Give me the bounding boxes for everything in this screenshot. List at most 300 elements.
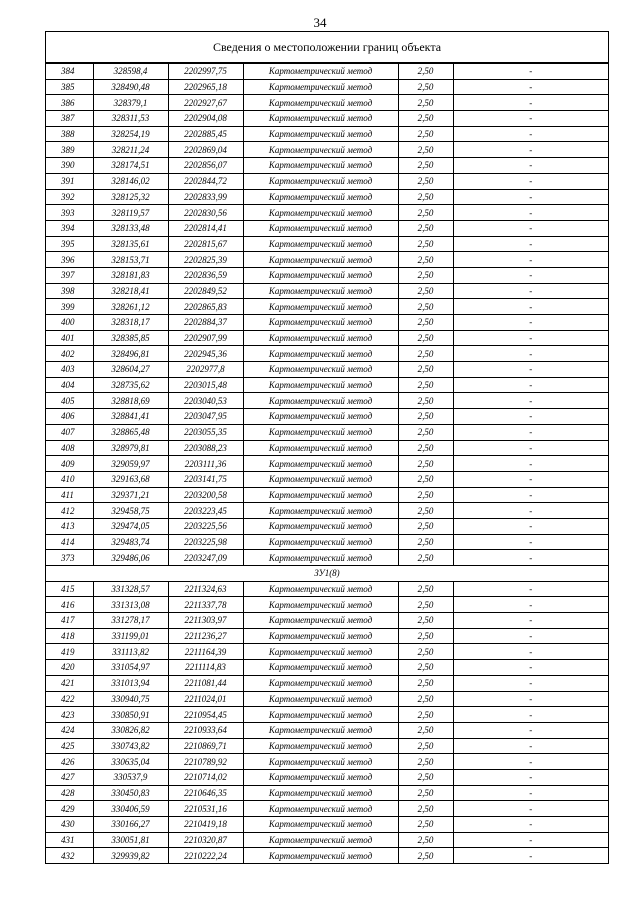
description-cell: - (453, 597, 608, 613)
x-coordinate-cell: 331199,01 (93, 628, 168, 644)
accuracy-cell: 2,50 (398, 518, 453, 534)
point-number-cell: 430 (46, 817, 93, 833)
table-row (46, 817, 608, 833)
description-cell: - (453, 503, 608, 519)
y-coordinate-cell: 2202814,41 (168, 220, 243, 236)
method-cell: Картометрический метод (243, 597, 398, 613)
table-row (46, 346, 608, 362)
accuracy-cell: 2,50 (398, 628, 453, 644)
description-cell: - (453, 660, 608, 676)
method-cell: Картометрический метод (243, 801, 398, 817)
table-row (46, 330, 608, 346)
x-coordinate-cell: 328135,61 (93, 236, 168, 252)
accuracy-cell: 2,50 (398, 424, 453, 440)
description-cell: - (453, 848, 608, 864)
accuracy-cell: 2,50 (398, 785, 453, 801)
method-cell: Картометрический метод (243, 534, 398, 550)
x-coordinate-cell: 328598,4 (93, 64, 168, 80)
method-cell: Картометрический метод (243, 754, 398, 770)
accuracy-cell: 2,50 (398, 644, 453, 660)
y-coordinate-cell: 2210869,71 (168, 738, 243, 754)
accuracy-cell: 2,50 (398, 393, 453, 409)
method-cell: Картометрический метод (243, 158, 398, 174)
description-cell: - (453, 581, 608, 597)
y-coordinate-cell: 2202945,36 (168, 346, 243, 362)
method-cell: Картометрический метод (243, 267, 398, 283)
method-cell: Картометрический метод (243, 785, 398, 801)
y-coordinate-cell: 2203247,09 (168, 550, 243, 566)
description-cell: - (453, 456, 608, 472)
point-number-cell: 405 (46, 393, 93, 409)
method-cell: Картометрический метод (243, 393, 398, 409)
point-number-cell: 400 (46, 315, 93, 331)
method-cell: Картометрический метод (243, 628, 398, 644)
accuracy-cell: 2,50 (398, 330, 453, 346)
y-coordinate-cell: 2203040,53 (168, 393, 243, 409)
point-number-cell: 427 (46, 769, 93, 785)
y-coordinate-cell: 2202965,18 (168, 79, 243, 95)
table-row (46, 142, 608, 158)
accuracy-cell: 2,50 (398, 832, 453, 848)
table-row (46, 111, 608, 127)
table-title: Сведения о местоположении границ объекта (46, 32, 608, 63)
method-cell: Картометрический метод (243, 660, 398, 676)
accuracy-cell: 2,50 (398, 675, 453, 691)
description-cell: - (453, 817, 608, 833)
x-coordinate-cell: 329474,05 (93, 518, 168, 534)
method-cell: Картометрический метод (243, 220, 398, 236)
point-number-cell: 390 (46, 158, 93, 174)
accuracy-cell: 2,50 (398, 236, 453, 252)
point-number-cell: 425 (46, 738, 93, 754)
point-number-cell: 373 (46, 550, 93, 566)
point-number-cell: 406 (46, 409, 93, 425)
point-number-cell: 397 (46, 267, 93, 283)
point-number-cell: 412 (46, 503, 93, 519)
y-coordinate-cell: 2210222,24 (168, 848, 243, 864)
table-row (46, 79, 608, 95)
accuracy-cell: 2,50 (398, 283, 453, 299)
y-coordinate-cell: 2202833,99 (168, 189, 243, 205)
description-cell: - (453, 142, 608, 158)
table-row (46, 675, 608, 691)
y-coordinate-cell: 2211337,78 (168, 597, 243, 613)
table-row (46, 581, 608, 597)
point-number-cell: 426 (46, 754, 93, 770)
accuracy-cell: 2,50 (398, 142, 453, 158)
page-number: 34 (313, 15, 327, 30)
accuracy-cell: 2,50 (398, 738, 453, 754)
x-coordinate-cell: 328979,81 (93, 440, 168, 456)
description-cell: - (453, 691, 608, 707)
y-coordinate-cell: 2203200,58 (168, 487, 243, 503)
y-coordinate-cell: 2202815,67 (168, 236, 243, 252)
method-cell: Картометрический метод (243, 142, 398, 158)
method-cell: Картометрический метод (243, 424, 398, 440)
point-number-cell: 387 (46, 111, 93, 127)
point-number-cell: 418 (46, 628, 93, 644)
method-cell: Картометрический метод (243, 64, 398, 80)
table-row (46, 769, 608, 785)
method-cell: Картометрический метод (243, 487, 398, 503)
table-row (46, 205, 608, 221)
table-row (46, 754, 608, 770)
x-coordinate-cell: 330166,27 (93, 817, 168, 833)
x-coordinate-cell: 330850,91 (93, 707, 168, 723)
description-cell: - (453, 707, 608, 723)
point-number-cell: 389 (46, 142, 93, 158)
point-number-cell: 417 (46, 613, 93, 629)
description-cell: - (453, 518, 608, 534)
accuracy-cell: 2,50 (398, 111, 453, 127)
method-cell: Картометрический метод (243, 315, 398, 331)
accuracy-cell: 2,50 (398, 597, 453, 613)
y-coordinate-cell: 2211081,44 (168, 675, 243, 691)
description-cell: - (453, 173, 608, 189)
x-coordinate-cell: 328181,83 (93, 267, 168, 283)
accuracy-cell: 2,50 (398, 471, 453, 487)
description-cell: - (453, 220, 608, 236)
method-cell: Картометрический метод (243, 613, 398, 629)
x-coordinate-cell: 328311,53 (93, 111, 168, 127)
table-row (46, 832, 608, 848)
method-cell: Картометрический метод (243, 440, 398, 456)
accuracy-cell: 2,50 (398, 456, 453, 472)
point-number-cell: 395 (46, 236, 93, 252)
accuracy-cell: 2,50 (398, 503, 453, 519)
point-number-cell: 423 (46, 707, 93, 723)
y-coordinate-cell: 2210531,16 (168, 801, 243, 817)
table-row (46, 613, 608, 629)
table-row (46, 173, 608, 189)
method-cell: Картометрический метод (243, 236, 398, 252)
x-coordinate-cell: 328153,71 (93, 252, 168, 268)
x-coordinate-cell: 328146,02 (93, 173, 168, 189)
method-cell: Картометрический метод (243, 738, 398, 754)
x-coordinate-cell: 328318,17 (93, 315, 168, 331)
description-cell: - (453, 832, 608, 848)
method-cell: Картометрический метод (243, 691, 398, 707)
x-coordinate-cell: 329458,75 (93, 503, 168, 519)
accuracy-cell: 2,50 (398, 220, 453, 236)
description-cell: - (453, 205, 608, 221)
table-row (46, 707, 608, 723)
x-coordinate-cell: 328174,51 (93, 158, 168, 174)
description-cell: - (453, 628, 608, 644)
description-cell: - (453, 754, 608, 770)
point-number-cell: 388 (46, 126, 93, 142)
description-cell: - (453, 393, 608, 409)
y-coordinate-cell: 2203225,56 (168, 518, 243, 534)
x-coordinate-cell: 329163,68 (93, 471, 168, 487)
description-cell: - (453, 738, 608, 754)
description-cell: - (453, 550, 608, 566)
method-cell: Картометрический метод (243, 299, 398, 315)
table-row (46, 252, 608, 268)
accuracy-cell: 2,50 (398, 660, 453, 676)
accuracy-cell: 2,50 (398, 173, 453, 189)
description-cell: - (453, 158, 608, 174)
table-row (46, 518, 608, 534)
x-coordinate-cell: 331278,17 (93, 613, 168, 629)
method-cell: Картометрический метод (243, 205, 398, 221)
x-coordinate-cell: 328604,27 (93, 362, 168, 378)
y-coordinate-cell: 2211324,63 (168, 581, 243, 597)
description-cell: - (453, 315, 608, 331)
accuracy-cell: 2,50 (398, 362, 453, 378)
method-cell: Картометрический метод (243, 832, 398, 848)
x-coordinate-cell: 331328,57 (93, 581, 168, 597)
description-cell: - (453, 267, 608, 283)
accuracy-cell: 2,50 (398, 95, 453, 111)
description-cell: - (453, 613, 608, 629)
description-cell: - (453, 785, 608, 801)
table-row (46, 220, 608, 236)
accuracy-cell: 2,50 (398, 817, 453, 833)
description-cell: - (453, 299, 608, 315)
point-number-cell: 428 (46, 785, 93, 801)
method-cell: Картометрический метод (243, 79, 398, 95)
x-coordinate-cell: 328841,41 (93, 409, 168, 425)
point-number-cell: 392 (46, 189, 93, 205)
point-number-cell: 407 (46, 424, 93, 440)
description-cell: - (453, 769, 608, 785)
method-cell: Картометрический метод (243, 377, 398, 393)
method-cell: Картометрический метод (243, 722, 398, 738)
y-coordinate-cell: 2210714,02 (168, 769, 243, 785)
x-coordinate-cell: 331013,94 (93, 675, 168, 691)
y-coordinate-cell: 2202907,99 (168, 330, 243, 346)
x-coordinate-cell: 328385,85 (93, 330, 168, 346)
y-coordinate-cell: 2210789,92 (168, 754, 243, 770)
method-cell: Картометрический метод (243, 581, 398, 597)
method-cell: Картометрический метод (243, 769, 398, 785)
y-coordinate-cell: 2203047,95 (168, 409, 243, 425)
method-cell: Картометрический метод (243, 346, 398, 362)
table-row (46, 393, 608, 409)
accuracy-cell: 2,50 (398, 252, 453, 268)
accuracy-cell: 2,50 (398, 440, 453, 456)
method-cell: Картометрический метод (243, 503, 398, 519)
y-coordinate-cell: 2203088,23 (168, 440, 243, 456)
method-cell: Картометрический метод (243, 126, 398, 142)
description-cell: - (453, 111, 608, 127)
y-coordinate-cell: 2203111,36 (168, 456, 243, 472)
accuracy-cell: 2,50 (398, 769, 453, 785)
method-cell: Картометрический метод (243, 471, 398, 487)
accuracy-cell: 2,50 (398, 126, 453, 142)
point-number-cell: 420 (46, 660, 93, 676)
accuracy-cell: 2,50 (398, 79, 453, 95)
point-number-cell: 394 (46, 220, 93, 236)
point-number-cell: 410 (46, 471, 93, 487)
table-row (46, 409, 608, 425)
accuracy-cell: 2,50 (398, 315, 453, 331)
x-coordinate-cell: 330743,82 (93, 738, 168, 754)
method-cell: Картометрический метод (243, 252, 398, 268)
description-cell: - (453, 409, 608, 425)
method-cell: Картометрический метод (243, 95, 398, 111)
point-number-cell: 401 (46, 330, 93, 346)
y-coordinate-cell: 2210320,87 (168, 832, 243, 848)
y-coordinate-cell: 2202844,72 (168, 173, 243, 189)
point-number-cell: 408 (46, 440, 93, 456)
x-coordinate-cell: 328379,1 (93, 95, 168, 111)
y-coordinate-cell: 2203141,75 (168, 471, 243, 487)
point-number-cell: 414 (46, 534, 93, 550)
y-coordinate-cell: 2202836,59 (168, 267, 243, 283)
method-cell: Картометрический метод (243, 330, 398, 346)
x-coordinate-cell: 329059,97 (93, 456, 168, 472)
accuracy-cell: 2,50 (398, 346, 453, 362)
method-cell: Картометрический метод (243, 189, 398, 205)
description-cell: - (453, 471, 608, 487)
y-coordinate-cell: 2210419,18 (168, 817, 243, 833)
accuracy-cell: 2,50 (398, 707, 453, 723)
x-coordinate-cell: 330826,82 (93, 722, 168, 738)
point-number-cell: 385 (46, 79, 93, 95)
section-header-row (46, 566, 608, 582)
table-row (46, 236, 608, 252)
x-coordinate-cell: 331113,82 (93, 644, 168, 660)
table-row (46, 377, 608, 393)
table-row (46, 534, 608, 550)
description-cell: - (453, 675, 608, 691)
point-number-cell: 411 (46, 487, 93, 503)
accuracy-cell: 2,50 (398, 64, 453, 80)
x-coordinate-cell: 330537,9 (93, 769, 168, 785)
table-row (46, 267, 608, 283)
y-coordinate-cell: 2210933,64 (168, 722, 243, 738)
accuracy-cell: 2,50 (398, 722, 453, 738)
accuracy-cell: 2,50 (398, 267, 453, 283)
table-row (46, 64, 608, 80)
x-coordinate-cell: 328211,24 (93, 142, 168, 158)
table-row (46, 126, 608, 142)
table-row (46, 487, 608, 503)
table-row (46, 848, 608, 864)
y-coordinate-cell: 2202830,56 (168, 205, 243, 221)
table-row (46, 644, 608, 660)
point-number-cell: 422 (46, 691, 93, 707)
method-cell: Картометрический метод (243, 283, 398, 299)
description-cell: - (453, 79, 608, 95)
point-number-cell: 419 (46, 644, 93, 660)
x-coordinate-cell: 328818,69 (93, 393, 168, 409)
method-cell: Картометрический метод (243, 111, 398, 127)
x-coordinate-cell: 330940,75 (93, 691, 168, 707)
accuracy-cell: 2,50 (398, 158, 453, 174)
y-coordinate-cell: 2211164,39 (168, 644, 243, 660)
table-row (46, 597, 608, 613)
section-label: ЗУ1(8) (46, 566, 608, 582)
y-coordinate-cell: 2202977,8 (168, 362, 243, 378)
description-cell: - (453, 283, 608, 299)
x-coordinate-cell: 330635,04 (93, 754, 168, 770)
method-cell: Картометрический метод (243, 362, 398, 378)
table-row (46, 283, 608, 299)
description-cell: - (453, 722, 608, 738)
table-row (46, 628, 608, 644)
x-coordinate-cell: 329486,06 (93, 550, 168, 566)
point-number-cell: 404 (46, 377, 93, 393)
method-cell: Картометрический метод (243, 707, 398, 723)
description-cell: - (453, 644, 608, 660)
y-coordinate-cell: 2203055,35 (168, 424, 243, 440)
point-number-cell: 398 (46, 283, 93, 299)
table-row (46, 424, 608, 440)
accuracy-cell: 2,50 (398, 550, 453, 566)
accuracy-cell: 2,50 (398, 581, 453, 597)
description-cell: - (453, 424, 608, 440)
y-coordinate-cell: 2202849,52 (168, 283, 243, 299)
table-row (46, 456, 608, 472)
x-coordinate-cell: 328254,19 (93, 126, 168, 142)
y-coordinate-cell: 2202869,04 (168, 142, 243, 158)
method-cell: Картометрический метод (243, 409, 398, 425)
description-cell: - (453, 64, 608, 80)
description-cell: - (453, 362, 608, 378)
x-coordinate-cell: 328119,57 (93, 205, 168, 221)
point-number-cell: 399 (46, 299, 93, 315)
y-coordinate-cell: 2203223,45 (168, 503, 243, 519)
x-coordinate-cell: 328133,48 (93, 220, 168, 236)
y-coordinate-cell: 2203015,48 (168, 377, 243, 393)
table-row (46, 801, 608, 817)
point-number-cell: 413 (46, 518, 93, 534)
description-cell: - (453, 95, 608, 111)
y-coordinate-cell: 2202865,83 (168, 299, 243, 315)
point-number-cell: 429 (46, 801, 93, 817)
y-coordinate-cell: 2202904,08 (168, 111, 243, 127)
table-row (46, 189, 608, 205)
x-coordinate-cell: 331313,08 (93, 597, 168, 613)
y-coordinate-cell: 2202884,37 (168, 315, 243, 331)
description-cell: - (453, 189, 608, 205)
point-number-cell: 386 (46, 95, 93, 111)
description-cell: - (453, 126, 608, 142)
description-cell: - (453, 440, 608, 456)
y-coordinate-cell: 2211114,83 (168, 660, 243, 676)
point-number-cell: 384 (46, 64, 93, 80)
table-row (46, 722, 608, 738)
point-number-cell: 391 (46, 173, 93, 189)
accuracy-cell: 2,50 (398, 377, 453, 393)
coordinates-table (46, 63, 608, 864)
point-number-cell: 421 (46, 675, 93, 691)
point-number-cell: 409 (46, 456, 93, 472)
description-cell: - (453, 487, 608, 503)
method-cell: Картометрический метод (243, 675, 398, 691)
description-cell: - (453, 252, 608, 268)
table-row (46, 691, 608, 707)
point-number-cell: 415 (46, 581, 93, 597)
description-cell: - (453, 346, 608, 362)
y-coordinate-cell: 2202927,67 (168, 95, 243, 111)
x-coordinate-cell: 331054,97 (93, 660, 168, 676)
point-number-cell: 403 (46, 362, 93, 378)
y-coordinate-cell: 2211024,01 (168, 691, 243, 707)
accuracy-cell: 2,50 (398, 299, 453, 315)
method-cell: Картометрический метод (243, 644, 398, 660)
table-row (46, 503, 608, 519)
table-row (46, 315, 608, 331)
table-row (46, 660, 608, 676)
method-cell: Картометрический метод (243, 456, 398, 472)
accuracy-cell: 2,50 (398, 801, 453, 817)
x-coordinate-cell: 329371,21 (93, 487, 168, 503)
point-number-cell: 431 (46, 832, 93, 848)
